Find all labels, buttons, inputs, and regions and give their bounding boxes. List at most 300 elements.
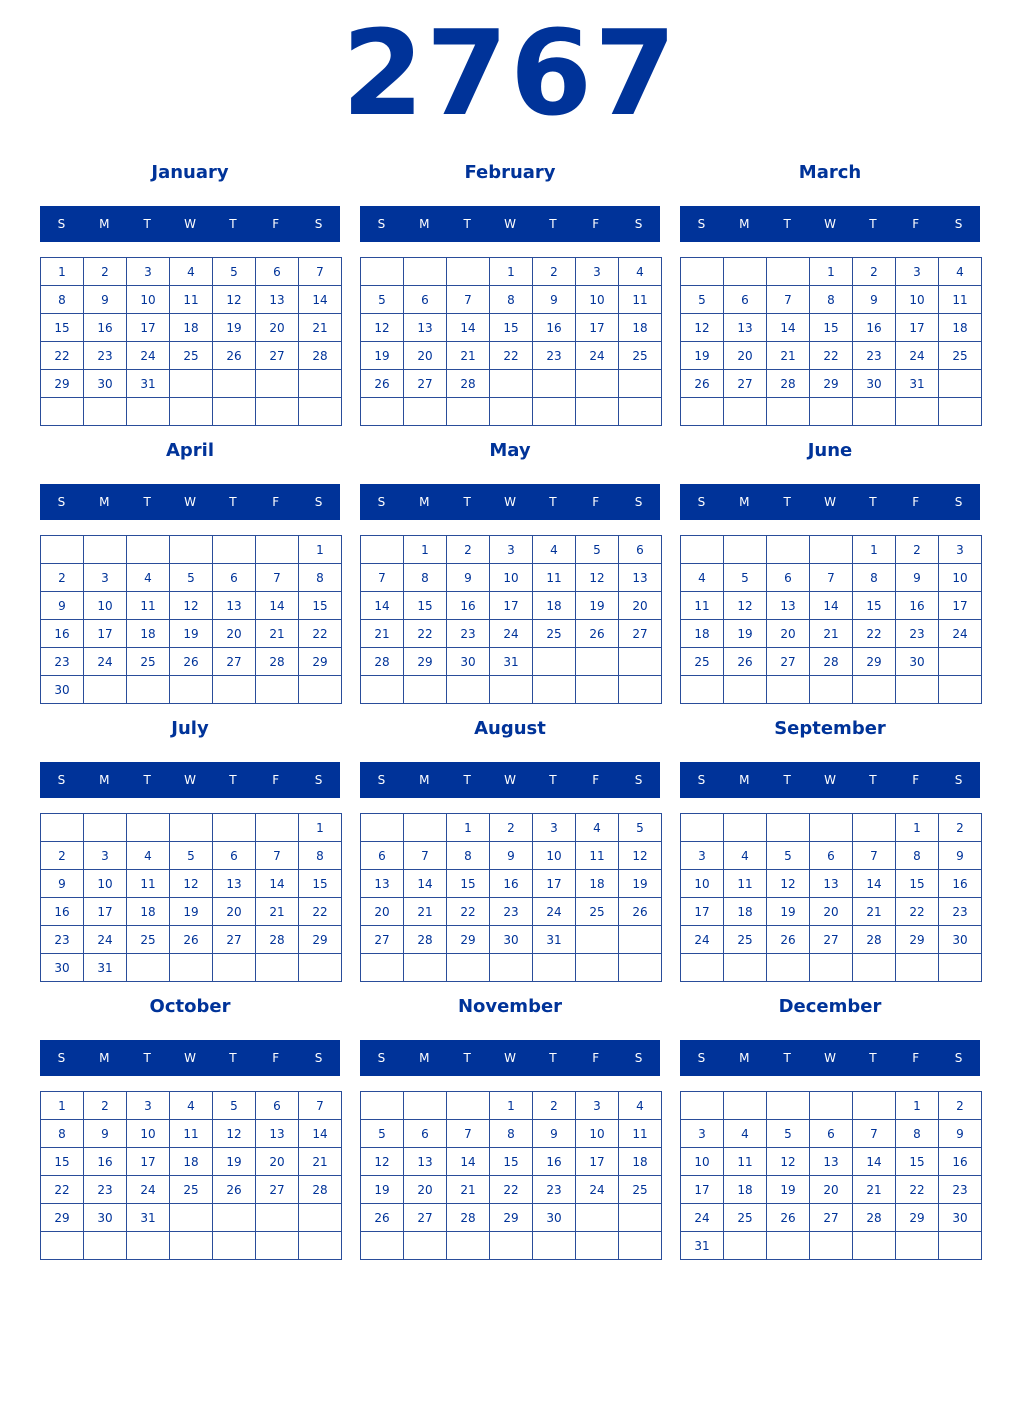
day-cell: 5	[213, 258, 256, 286]
day-cell	[939, 398, 982, 426]
day-cell: 27	[810, 1204, 853, 1232]
day-cell	[404, 1092, 447, 1120]
day-cell: 6	[810, 842, 853, 870]
day-cell: 18	[533, 592, 576, 620]
day-cell: 9	[84, 1120, 127, 1148]
day-cell: 23	[490, 898, 533, 926]
day-cell	[853, 1232, 896, 1260]
day-cell	[299, 370, 342, 398]
day-cell	[724, 1092, 767, 1120]
day-cell: 6	[213, 842, 256, 870]
day-cell: 4	[170, 1092, 213, 1120]
day-cell	[447, 676, 490, 704]
day-cell: 24	[576, 1176, 619, 1204]
day-cell	[447, 954, 490, 982]
day-cell: 28	[404, 926, 447, 954]
day-cell: 31	[490, 648, 533, 676]
day-cell: 27	[619, 620, 662, 648]
week-row	[681, 648, 982, 676]
week-row	[681, 564, 982, 592]
month-title: July	[171, 718, 209, 739]
day-cell: 23	[84, 1176, 127, 1204]
day-cell: 9	[84, 286, 127, 314]
day-cell: 12	[170, 592, 213, 620]
day-cell	[939, 1232, 982, 1260]
day-cell: 9	[853, 286, 896, 314]
week-row	[41, 842, 342, 870]
day-cell: 1	[896, 1092, 939, 1120]
day-cell	[256, 1204, 299, 1232]
day-cell: 1	[299, 536, 342, 564]
weekday-label: M	[99, 495, 110, 509]
day-cell	[490, 370, 533, 398]
day-cell	[533, 954, 576, 982]
day-cell: 24	[681, 1204, 724, 1232]
day-cell: 21	[256, 898, 299, 926]
weekday-label: F	[272, 1051, 280, 1065]
day-cell: 2	[939, 1092, 982, 1120]
day-cell	[127, 1232, 170, 1260]
day-cell: 8	[490, 286, 533, 314]
day-cell: 10	[533, 842, 576, 870]
weekday-label: F	[912, 1051, 920, 1065]
day-cell	[299, 954, 342, 982]
day-cell	[681, 1092, 724, 1120]
weekday-label: S	[314, 773, 323, 787]
day-cell: 14	[299, 1120, 342, 1148]
day-cell: 24	[127, 342, 170, 370]
day-cell	[767, 1092, 810, 1120]
day-cell	[256, 814, 299, 842]
day-grid	[360, 257, 662, 426]
day-cell: 8	[896, 842, 939, 870]
day-cell: 2	[84, 258, 127, 286]
weekday-header	[360, 206, 660, 242]
month-title: April	[165, 440, 215, 461]
day-cell	[41, 536, 84, 564]
day-cell: 28	[447, 370, 490, 398]
day-cell: 15	[896, 870, 939, 898]
day-cell	[576, 676, 619, 704]
day-cell: 10	[896, 286, 939, 314]
day-cell	[256, 398, 299, 426]
day-cell: 18	[127, 620, 170, 648]
week-row	[681, 1176, 982, 1204]
month-june	[680, 436, 980, 706]
day-cell: 19	[576, 592, 619, 620]
week-row	[41, 926, 342, 954]
day-cell: 2	[490, 814, 533, 842]
day-cell: 7	[299, 258, 342, 286]
day-cell	[361, 1092, 404, 1120]
day-cell	[681, 676, 724, 704]
weekday-label: M	[739, 773, 750, 787]
week-row	[361, 814, 662, 842]
day-cell: 26	[767, 926, 810, 954]
day-cell: 13	[361, 870, 404, 898]
day-cell	[810, 814, 853, 842]
day-cell: 16	[84, 1148, 127, 1176]
day-cell: 11	[681, 592, 724, 620]
day-cell: 8	[490, 1120, 533, 1148]
day-cell: 14	[256, 592, 299, 620]
weekday-label: F	[912, 217, 920, 231]
day-cell: 16	[41, 620, 84, 648]
day-cell: 18	[170, 314, 213, 342]
day-cell: 26	[767, 1204, 810, 1232]
day-cell: 3	[533, 814, 576, 842]
day-cell: 20	[810, 1176, 853, 1204]
weekday-label: T	[869, 217, 877, 231]
day-cell: 25	[724, 1204, 767, 1232]
day-cell: 28	[853, 926, 896, 954]
day-cell	[447, 1232, 490, 1260]
day-cell: 3	[896, 258, 939, 286]
weekday-header	[680, 762, 980, 798]
day-cell: 27	[256, 1176, 299, 1204]
day-cell	[256, 536, 299, 564]
day-cell	[490, 398, 533, 426]
day-cell: 20	[213, 898, 256, 926]
day-cell	[681, 536, 724, 564]
day-cell	[533, 648, 576, 676]
day-cell	[213, 398, 256, 426]
week-row	[681, 258, 982, 286]
day-cell: 31	[896, 370, 939, 398]
day-cell: 5	[170, 564, 213, 592]
day-cell: 25	[619, 342, 662, 370]
day-cell: 4	[576, 814, 619, 842]
day-cell: 16	[533, 314, 576, 342]
day-cell: 9	[41, 870, 84, 898]
weekday-label: S	[954, 1051, 963, 1065]
day-grid	[40, 813, 342, 982]
weekday-label: S	[377, 773, 386, 787]
week-row	[41, 1232, 342, 1260]
day-cell: 30	[447, 648, 490, 676]
day-cell: 15	[896, 1148, 939, 1176]
day-cell: 14	[361, 592, 404, 620]
day-cell	[939, 648, 982, 676]
week-row	[361, 258, 662, 286]
weekday-label: S	[377, 495, 386, 509]
week-row	[361, 1204, 662, 1232]
day-cell: 17	[84, 620, 127, 648]
day-cell: 29	[853, 648, 896, 676]
day-cell: 11	[939, 286, 982, 314]
day-cell	[810, 954, 853, 982]
week-row	[41, 398, 342, 426]
weekday-label: W	[824, 217, 836, 231]
day-cell: 9	[939, 842, 982, 870]
day-cell	[299, 398, 342, 426]
day-cell: 29	[490, 1204, 533, 1232]
week-row	[41, 814, 342, 842]
day-cell: 24	[84, 648, 127, 676]
day-cell: 29	[896, 1204, 939, 1232]
day-cell: 20	[404, 342, 447, 370]
day-cell	[361, 814, 404, 842]
day-cell: 5	[767, 842, 810, 870]
weekday-label: S	[697, 217, 706, 231]
day-cell	[619, 1232, 662, 1260]
day-cell: 14	[256, 870, 299, 898]
day-grid	[680, 535, 982, 704]
day-cell	[810, 1092, 853, 1120]
day-cell: 16	[533, 1148, 576, 1176]
day-cell: 20	[810, 898, 853, 926]
day-cell: 24	[681, 926, 724, 954]
day-cell: 8	[810, 286, 853, 314]
day-cell: 21	[256, 620, 299, 648]
day-cell: 19	[361, 342, 404, 370]
weekday-label: F	[592, 495, 600, 509]
day-cell	[576, 648, 619, 676]
day-cell	[404, 1232, 447, 1260]
weekday-label: S	[634, 1051, 643, 1065]
day-cell: 4	[127, 842, 170, 870]
day-cell: 27	[724, 370, 767, 398]
day-cell: 20	[256, 314, 299, 342]
day-cell: 12	[576, 564, 619, 592]
day-cell	[41, 398, 84, 426]
day-cell: 31	[681, 1232, 724, 1260]
day-cell: 24	[127, 1176, 170, 1204]
day-cell: 27	[404, 370, 447, 398]
day-cell: 9	[533, 1120, 576, 1148]
day-cell	[256, 1232, 299, 1260]
weekday-label: T	[783, 495, 791, 509]
day-cell: 5	[724, 564, 767, 592]
day-cell: 11	[576, 842, 619, 870]
day-cell: 25	[127, 926, 170, 954]
month-august	[360, 714, 660, 984]
day-cell	[619, 398, 662, 426]
week-row	[681, 1148, 982, 1176]
day-grid	[680, 813, 982, 982]
day-cell: 26	[213, 1176, 256, 1204]
weekday-label: S	[954, 773, 963, 787]
day-cell	[213, 1204, 256, 1232]
day-cell: 2	[41, 842, 84, 870]
day-cell	[533, 398, 576, 426]
day-cell: 9	[939, 1120, 982, 1148]
day-cell	[213, 954, 256, 982]
day-cell	[681, 398, 724, 426]
day-cell: 23	[41, 648, 84, 676]
month-title: June	[807, 440, 853, 461]
day-cell	[767, 398, 810, 426]
weekday-label: S	[954, 495, 963, 509]
weekday-label: F	[592, 773, 600, 787]
day-cell: 29	[299, 926, 342, 954]
day-cell	[404, 814, 447, 842]
day-cell: 16	[896, 592, 939, 620]
day-cell: 12	[361, 1148, 404, 1176]
day-cell	[853, 1092, 896, 1120]
day-cell: 31	[127, 370, 170, 398]
day-cell: 11	[127, 870, 170, 898]
week-row	[681, 676, 982, 704]
day-cell: 29	[41, 370, 84, 398]
week-row	[41, 536, 342, 564]
day-cell: 12	[767, 1148, 810, 1176]
week-row	[361, 842, 662, 870]
weekday-label: M	[99, 1051, 110, 1065]
day-cell: 10	[939, 564, 982, 592]
week-row	[681, 898, 982, 926]
day-cell: 3	[576, 1092, 619, 1120]
day-cell	[896, 398, 939, 426]
day-cell: 19	[213, 314, 256, 342]
day-cell: 4	[681, 564, 724, 592]
day-cell: 15	[404, 592, 447, 620]
day-cell: 15	[490, 314, 533, 342]
day-cell: 28	[361, 648, 404, 676]
day-cell	[724, 676, 767, 704]
day-cell: 29	[299, 648, 342, 676]
month-title: August	[474, 718, 546, 739]
day-cell	[576, 398, 619, 426]
day-cell: 1	[447, 814, 490, 842]
day-cell: 10	[84, 870, 127, 898]
weekday-label: S	[314, 217, 323, 231]
weekday-label: S	[377, 217, 386, 231]
day-grid	[360, 1091, 662, 1260]
week-row	[361, 564, 662, 592]
day-cell: 19	[681, 342, 724, 370]
day-cell: 30	[490, 926, 533, 954]
weekday-label: M	[419, 773, 430, 787]
day-cell: 4	[127, 564, 170, 592]
week-row	[361, 342, 662, 370]
day-cell: 18	[576, 870, 619, 898]
day-cell: 25	[619, 1176, 662, 1204]
weekday-label: S	[377, 1051, 386, 1065]
day-cell	[84, 1232, 127, 1260]
day-cell: 29	[810, 370, 853, 398]
month-title: October	[149, 996, 231, 1017]
month-july	[40, 714, 340, 984]
day-cell: 24	[490, 620, 533, 648]
day-cell: 10	[490, 564, 533, 592]
day-cell: 13	[404, 1148, 447, 1176]
day-cell: 12	[213, 1120, 256, 1148]
day-cell	[576, 370, 619, 398]
day-cell	[213, 1232, 256, 1260]
day-cell: 2	[896, 536, 939, 564]
weekday-label: T	[549, 495, 557, 509]
day-cell	[170, 370, 213, 398]
day-cell: 16	[490, 870, 533, 898]
day-cell: 22	[853, 620, 896, 648]
day-cell: 2	[853, 258, 896, 286]
day-cell: 12	[619, 842, 662, 870]
day-cell: 21	[299, 1148, 342, 1176]
day-cell	[361, 258, 404, 286]
day-cell: 11	[724, 1148, 767, 1176]
weekday-header	[360, 762, 660, 798]
day-cell	[84, 398, 127, 426]
week-row	[681, 1204, 982, 1232]
weekday-label: S	[634, 217, 643, 231]
day-cell	[213, 370, 256, 398]
day-cell: 24	[533, 898, 576, 926]
week-row	[681, 870, 982, 898]
week-row	[361, 1092, 662, 1120]
weekday-label: M	[419, 217, 430, 231]
day-cell: 8	[41, 286, 84, 314]
weekday-label: T	[229, 217, 237, 231]
weekday-label: S	[954, 217, 963, 231]
day-cell: 14	[853, 870, 896, 898]
weekday-label: S	[697, 773, 706, 787]
day-cell	[170, 676, 213, 704]
month-title: January	[151, 162, 229, 183]
day-cell: 30	[84, 370, 127, 398]
day-grid	[360, 535, 662, 704]
weekday-label: T	[229, 773, 237, 787]
day-cell: 10	[84, 592, 127, 620]
weekday-label: M	[99, 217, 110, 231]
day-cell: 17	[939, 592, 982, 620]
day-cell: 23	[533, 1176, 576, 1204]
day-cell: 16	[853, 314, 896, 342]
day-cell: 13	[724, 314, 767, 342]
day-cell: 6	[256, 258, 299, 286]
week-row	[681, 620, 982, 648]
day-cell	[896, 676, 939, 704]
day-cell	[84, 814, 127, 842]
week-row	[361, 676, 662, 704]
day-cell: 22	[299, 898, 342, 926]
day-cell: 25	[939, 342, 982, 370]
day-cell: 21	[853, 1176, 896, 1204]
day-cell: 9	[447, 564, 490, 592]
month-january	[40, 158, 340, 428]
day-cell: 6	[404, 1120, 447, 1148]
weekday-header	[360, 484, 660, 520]
day-grid	[680, 257, 982, 426]
weekday-label: T	[229, 495, 237, 509]
day-cell: 19	[767, 898, 810, 926]
day-cell	[404, 954, 447, 982]
day-cell: 29	[41, 1204, 84, 1232]
day-cell: 6	[404, 286, 447, 314]
day-cell	[533, 1232, 576, 1260]
day-cell: 14	[404, 870, 447, 898]
day-cell: 10	[127, 1120, 170, 1148]
day-cell	[576, 926, 619, 954]
weekday-header	[680, 1040, 980, 1076]
week-row	[681, 370, 982, 398]
day-grid	[360, 813, 662, 982]
day-cell: 4	[939, 258, 982, 286]
weekday-label: T	[783, 773, 791, 787]
weekday-label: M	[739, 1051, 750, 1065]
day-cell	[490, 954, 533, 982]
weekday-label: F	[592, 1051, 600, 1065]
day-cell	[576, 1204, 619, 1232]
week-row	[361, 648, 662, 676]
day-cell: 9	[533, 286, 576, 314]
day-cell: 16	[939, 870, 982, 898]
day-cell	[810, 1232, 853, 1260]
day-cell: 27	[767, 648, 810, 676]
day-cell: 3	[84, 564, 127, 592]
month-title: December	[778, 996, 882, 1017]
week-row	[681, 842, 982, 870]
